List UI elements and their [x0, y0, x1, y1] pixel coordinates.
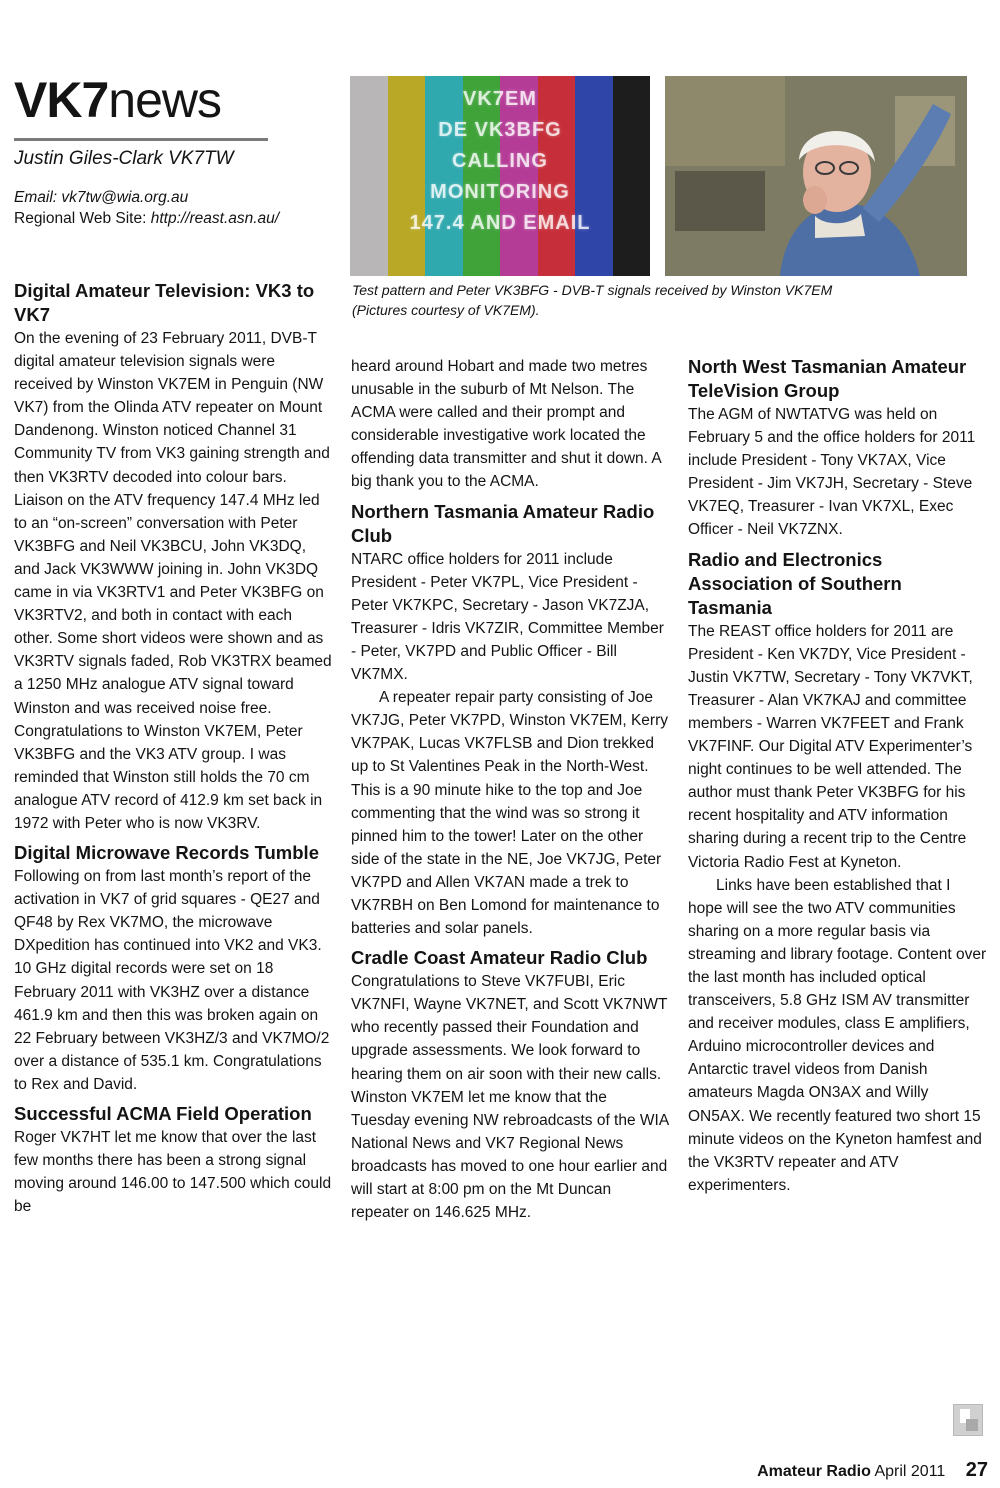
magazine-logo-icon — [953, 1404, 983, 1436]
magazine-name: Amateur Radio — [757, 1463, 871, 1480]
section-title-rest: news — [108, 72, 221, 128]
regional-website — [14, 208, 280, 229]
test-pattern-line: MONITORING — [430, 181, 570, 203]
operator-photo — [665, 76, 967, 276]
author-byline: Justin Giles-Clark VK7TW — [14, 148, 234, 169]
paragraph-cradle-coast: Congratulations to Steve VK7FUBI, Eric VK7NFI, Wayne VK7NET, and Scott VK7NWT who recently passed their Foundation and upgrade assessments. We look forward to hearing them on air soon with their new calls. Winston VK7EM let me know that the Tuesday evening NW rebroadcasts of the WIA National News and VK7 Regional News broadcasts has moved to one hour earlier and will start at 8:00 pm on the Mt Duncan repeater on 146.625 MHz. — [351, 973, 669, 1222]
paragraph-digital-atv: On the evening of 23 February 2011, DVB-T digital amateur television signals were received by Winston VK7EM in Penguin (NW VK7) from the Olinda ATV repeater on Mount Dandenong. Winston noticed Channel 31 Community TV from VK3 gaining strength and then VK3RTV decoded into colour bars. Liaison on the ATV frequency 147.4 MHz led to an “on-screen” conversation with Peter VK3BFG and Neil VK3BCU, John VK3DQ, and Jack VK3WWW joining in. John VK3DQ came in via VK3RTV1 and Peter VK3BFG on VK3RTV2, and both in contact with each other. Some short videos were shown and as VK3RTV signals faded, Rob VK3TRX beamed a 1250 MHz analogue ATV signal toward Winston and was received noise free. Congratulations to Winston VK7EM, Peter VK3BFG and the VK3 ATV group. I was reminded that Winston still holds the 70 cm analogue ATV record of 412.9 km set back in 1972 with Peter who is now VK3RV. — [14, 330, 332, 832]
paragraph-acma-operation: Roger VK7HT let me know that over the last few months there has been a strong signal moving around 146.00 to 147.500 which could be — [14, 1129, 332, 1216]
author-email: Email: vk7tw@wia.org.au — [14, 189, 189, 206]
caption-line-2: (Pictures courtesy of VK7EM). — [352, 302, 540, 318]
title-rule — [14, 138, 268, 141]
test-pattern-line: VK7EM — [463, 88, 537, 110]
website-url: http://reast.asn.au/ — [150, 210, 280, 227]
paragraph-repeater-repair: A repeater repair party consisting of Joe VK7JG, Peter VK7PD, Winston VK7EM, Kerry VK7PAK, Lucas VK7FLSB and Dion trekked up to St Valentines Peak in the North-West. This is a 90 minute hike to the top and Joe commenting that the wind was so strong it pinned him to the tower! Later on the other side of the state in the NE, Joe VK7JG, Peter VK7PD and Allen VK7AN made a trek to VK7RBH on Ben Lomond for maintenance to batteries and solar panels. — [351, 689, 669, 938]
heading-reast: Radio and Electronics Association of Southern Tasmania — [688, 548, 902, 618]
masthead — [14, 72, 280, 229]
page-number: 27 — [965, 1459, 988, 1481]
paragraph-ntarc-officers: NTARC office holders for 2011 include President - Peter VK7PL, Vice President - Peter VK7KPC, Secretary - Jason VK7ZJA, Treasurer - Idris VK7ZIR, Committee Member - Peter, VK7PD and Public Officer - Bill VK7MX. — [351, 550, 664, 684]
paragraph-nwtatvg: The AGM of NWTATVG was held on February 5 and the office holders for 2011 include President - Tony VK7AX, Vice President - Jim VK7JH, Secretary - Steve VK7EQ, Treasurer - Ivan VK7XL, Exec Officer - Neil VK7ZNX. — [688, 406, 976, 539]
section-title — [14, 72, 270, 128]
heading-digital-atv: Digital Amateur Television: VK3 to VK7 — [14, 280, 315, 325]
test-pattern-line: 147.4 AND EMAIL — [409, 212, 591, 234]
column-3 — [688, 355, 988, 1197]
column-1 — [14, 279, 332, 1218]
issue-date: April 2011 — [874, 1463, 946, 1480]
heading-acma-operation: Successful ACMA Field Operation — [14, 1103, 312, 1124]
page-footer — [757, 1459, 988, 1482]
heading-nwtatvg: North West Tasmanian Amateur TeleVision Group — [688, 356, 967, 401]
test-pattern-photo — [350, 76, 650, 276]
test-pattern-overlay-text — [350, 76, 650, 276]
test-pattern-line: CALLING — [452, 150, 548, 172]
section-title-bold: VK7 — [14, 72, 109, 128]
heading-microwave-records: Digital Microwave Records Tumble — [14, 842, 319, 864]
operator-illustration — [665, 76, 967, 276]
heading-ntarc: Northern Tasmania Amateur Radio Club — [351, 500, 655, 546]
paragraph-reast-officers: The REAST office holders for 2011 are President - Ken VK7DY, Vice President - Justin VK7TW, Secretary - Tony VK7VKT, Treasurer - Alan VK7KAJ and committee members - Warren VK7FEET and Frank VK7FINF. Our Digital ATV Experimenter’s night continues to be well attended. The author must thank Peter VK3BFG for his recent hospitality and ATV information sharing during a recent trip to the Centre Victoria Radio Fest at Kyneton. — [688, 622, 973, 871]
photo-caption — [352, 280, 972, 320]
paragraph-acma-continued: heard around Hobart and made two metres unusable in the suburb of Mt Nelson. The ACMA were called and their prompt and considerable investigative work located the offending data transmitter and shut it down. A big thank you to the ACMA. — [351, 358, 661, 491]
test-pattern-line: DE VK3BFG — [438, 119, 562, 141]
column-2 — [351, 355, 669, 1224]
caption-line-1: Test pattern and Peter VK3BFG - DVB-T signals received by Winston VK7EM — [352, 282, 833, 298]
paragraph-atv-links: Links have been established that I hope will see the two ATV communities sharing on a more regular basis via streaming and library footage. Content over the last month has included optical transceivers, 5.8 GHz ISM AV transmitter and receiver modules, class E amplifiers, Arduino microcontroller devices and Antarctic travel videos from Danish amateurs Magda ON3AX and Willy ON5AX. We recently featured two short 15 minute videos on the Kyneton hamfest and the VK3RTV repeater and ATV experimenters. — [688, 876, 987, 1194]
website-label: Regional Web Site: — [14, 210, 147, 227]
paragraph-microwave-records: Following on from last month’s report of the activation in VK7 of grid squares - QE27 and QF48 by Rex VK7MO, the microwave DXpedition has continued into VK2 and VK3. 10 GHz digital records were set on 18 February 2011 with VK3HZ over a distance 461.9 km and then this was broken again on 22 February between VK3HZ/3 and VK7MO/2 over a distance of 535.1 km. Congratulations to Rex and David. — [14, 868, 330, 1093]
heading-cradle-coast: Cradle Coast Amateur Radio Club — [351, 947, 648, 969]
